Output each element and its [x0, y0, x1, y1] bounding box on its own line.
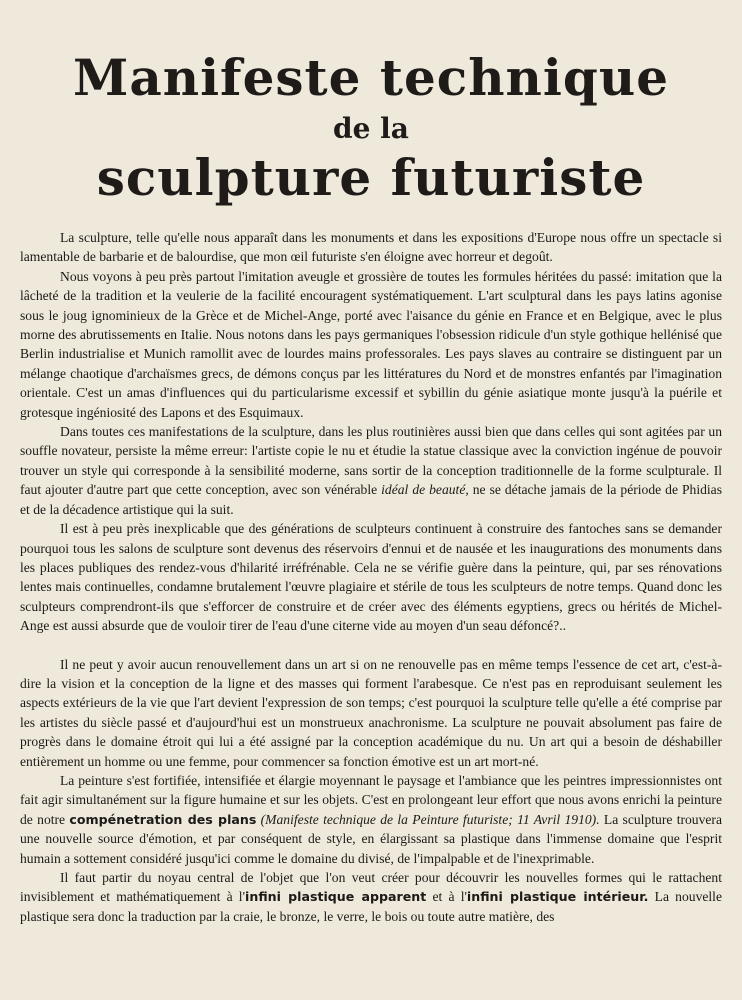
- paragraph-5: [20, 655, 722, 771]
- text-run: et à l': [426, 889, 467, 905]
- italic-run: idéal de beauté: [381, 482, 466, 498]
- text-run: Il ne peut y avoir aucun renouvellement dans un art si on ne renouvelle pas en même temps l'essence de cet art, c'est-à-dire la vision et la conception de la ligne et des masses qui forment l'arabesque. Ce n'est pas en reproduisant seulement les aspects extérieurs de la vie que l'art devient l'expression de son temps; c'est pourquoi la sculpture telle qu'elle a été comprise par les artistes du siècle passé et d'aujourd'hui est un monstrueux anachronisme. La sculpture ne pouvait absolument pas faire de progrès dans le domaine étroit qui lui a été assigné par la conception académique du nu. Un art qui a besoin de déshabiller entièrement un homme ou une femme, pour commencer sa fonction émotive est un art mort-né.: [20, 656, 722, 769]
- paragraph-2: [20, 267, 722, 422]
- bold-run: infini plastique apparent: [245, 889, 427, 905]
- text-run: La peinture s'est fortifiée, intensifiée et élargie moyennant le paysage et l'ambiance que les peintres impressionnistes ont fait agir simultanément sur la figure humaine et sur les objets. C'est en prolongeant leur effort que nous avons enrichi la peinture de notre: [20, 772, 722, 827]
- text-run: La sculpture trouvera une nouvelle source d'émotion, et par conséquent de style, en élargissant sa plastique dans l'immense domaine que l'esprit humain a sottement considéré jusqu'ici comme le domaine du divisé, de l'impalpable et de l'inexprimable.: [20, 811, 722, 866]
- paragraph-6: [20, 771, 722, 868]
- title-block: [20, 0, 722, 206]
- text-run: Il est à peu près inexplicable que des générations de sculpteurs continuent à construire des fantoches sans se demander pourquoi tous les salons de sculpture sont devenus des réservoirs d'ennui et de nausée et les inaugurations des monuments dans les places publiques des rendez-vous d'hilarité irréfrénable. Cela ne se vérifie guère dans la peinture, qui, par ses rénovations lentes mais continuelles, condamne brutalement l'œuvre plagiaire et stérile de tous les sculpteurs de notre temps. Quand donc les sculpteurs comprendront-ils que s'efforcer de construire et de créer avec des éléments egyptiens, grecs ou hérités de Michel-Ange est aussi absurde que de vouloir tirer de l'eau d'une citerne vide au moyen d'un seau défoncé?..: [20, 521, 722, 634]
- title-line-1: Manifeste technique: [72, 48, 670, 107]
- paragraph-7: [20, 868, 722, 926]
- title-line-3: sculpture futuriste: [96, 148, 646, 207]
- title-line-2: de la: [333, 112, 409, 145]
- italic-run: (Manifeste technique de la Peinture futuriste; 11 Avril 1910).: [256, 811, 600, 827]
- text-run: Dans toutes ces manifestations de la sculpture, dans les plus routinières aussi bien que dans celles qui sont agitées par un souffle novateur, persiste la même erreur: l'artiste copie le nu et étudie la statue classique avec la conviction ingénue de pouvoir trouver un style qui corresponde à la sensibilité moderne, sans sortir de la conception traditionnelle de la forme sculpturale. Il faut ajouter d'autre part que cette conception, avec son vénérable: [20, 424, 722, 498]
- paragraph-4: [20, 519, 722, 635]
- text-run: La nouvelle plastique sera donc la traduction par la craie, le bronze, le verre, le bois ou toute autre matière, des: [20, 889, 722, 924]
- text-run: La sculpture, telle qu'elle nous apparaît dans les monuments et dans les expositions d'Europe nous offre un spectacle si lamentable de barbarie et de balourdise, que mon œil futuriste s'en éloigne avec horreur et degoût.: [20, 230, 722, 265]
- text-run: Nous voyons à peu près partout l'imitation aveugle et grossière de toutes les formules héritées du passé: imitation que la lâcheté de la tradition et la veulerie de la facilité encouragent systématiquement. L'art sculptural dans les pays latins agonise sous le joug ignominieux de la Grèce et de Michel-Ange, porté avec l'aisance du génie en France et en Belgique, avec le plus morne des abrutissements en Italie. Nous notons dans les pays germaniques l'obsession ridicule d'un style gothique hellénisé que Berlin industrialise et Munich ramollit avec de lourdes mains professorales. Les pays slaves au contraire se distinguent par un mélange chaotique d'archaïsmes grecs, de démons conçus par les littératures du Nord et de monstres enfantés par l'imagination orientale. C'est un amas d'influences qui du particularisme excessif et sybillin du génie asiatique monte jusqu'à la puérile et grotesque ingéniosité des Lapons et des Esquimaux.: [20, 268, 722, 420]
- paragraph-3: [20, 422, 722, 519]
- text-run: Il faut partir du noyau central de l'objet que l'on veut créer pour découvrir les nouvelles formes qui le rattachent invisiblement et mathématiquement à l': [20, 870, 722, 905]
- paragraph-1: [20, 228, 722, 267]
- bold-run: compénetration des plans: [69, 811, 257, 827]
- text-run: , ne se détache jamais de la période de Phidias et de la décadence artistique qui la suit.: [20, 482, 722, 517]
- body-text: [20, 228, 722, 926]
- bold-run: infini plastique intérieur.: [466, 889, 649, 905]
